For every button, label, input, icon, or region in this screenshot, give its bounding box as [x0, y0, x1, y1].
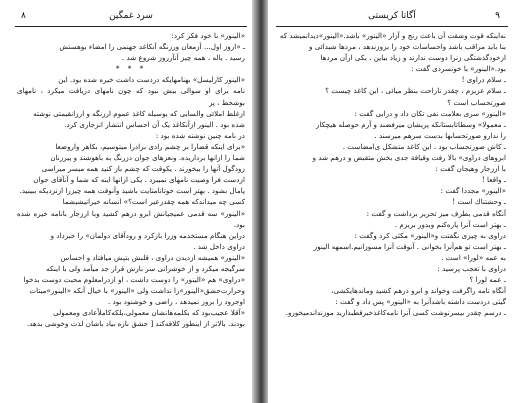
text-line: ـ بهتر است آنرا پاره‌کنم وبدور بریزم .: [394, 219, 506, 229]
text-line: ازخودگذشتگی زنرا دوست ندارند و زیاد بیاین ، یکی ازآن مردها: [320, 53, 506, 63]
text-line: ـ درسم چقدر بیسرنوشت کسی آنرا نامه‌کاغذ‌خبرقطبذارید موزنداندمیخورو.: [285, 308, 506, 318]
section-break: * * *: [115, 64, 147, 74]
right-page-running-title: آگاتا کریستی: [368, 11, 416, 21]
text-line: دراوی با تعجب پرسید :: [437, 263, 506, 273]
text-line: آنگاه نامه راگرفت وخواند و ابرو درهم کشید وماندهایکشی،: [331, 286, 506, 296]
text-line: «الینور» با خود فکر کرد:: [171, 31, 245, 40]
book-gutter: [252, 0, 268, 403]
right-page-header: [276, 6, 508, 27]
text-line: در نامه چنین نوشته شده بود :: [155, 130, 245, 140]
left-page-number: ٨: [21, 11, 26, 21]
text-line: سرگیجه میکرد و از خوشرانی سر بارش قرار جد میآمد ولی با اینکه: [46, 263, 245, 273]
text-line: زودگول آنها را بیخورند . یکوقت که چشم باز کنید همه میسر میراسی: [41, 164, 245, 174]
text-line: ـ واقعا !: [481, 175, 506, 185]
right-page: [276, 6, 508, 398]
text-line: رسید . باله ، همه چیز آنآرروز شروع شد .: [121, 53, 245, 63]
text-line: «الینور» سه قدمی عمیجیانش ابرو درهم کشید وبا ارزجار بانامه خیره شده بود.: [17, 208, 245, 229]
text-line: بودند. بالاتر از اینطور کلافه‌کند [ حشق نازه بیاد باشان لذت وخوشی بدهد.: [26, 319, 245, 329]
text-line: گیتی دردست داشته باشدآنرا به «الینور» پس داد و گفت :: [335, 297, 506, 307]
text-line: نامه برای او سوالی بیش نبود که چون نامهای دریافت میکرد ، نامهای بوشخط ، پر: [17, 86, 245, 107]
text-line: ـ سلام دراوی !: [461, 75, 506, 85]
text-line: بنا باید مراقب باشد واحساسات خود را بروزندهد ، مردها شیدائی و: [308, 42, 506, 52]
text-line: اوجرود را بروز نمیدهد ، راضی و خوشنود بود .: [108, 297, 245, 307]
text-line: آنگاه قدمی بطرف میز تحریر برداشت و گفت :: [366, 208, 506, 218]
text-line: ـ سلام عزیزم ، چقدر ناراحت بنظر میائی ، این کاغذ چیست ؟: [325, 86, 506, 96]
left-page-running-title: سرد غمگین: [109, 11, 153, 21]
text-line: ـ عمه لورا ؟: [469, 275, 506, 285]
text-line: ـ معمولا» وسطاتابستانکه پریشان میرفضند و آرم حوصله هیچکار: [316, 119, 506, 129]
text-line: ازغلط املائی والسایی که بوسیله کاغذ عموم ارزنگه و ارزانقیمتی نوشته: [33, 108, 245, 118]
text-line: دراوی داخل شد .: [193, 241, 245, 251]
text-line: کسی چه میداندکه همه چقدرعیر است؟» انسانه خیرانیشیشما: [62, 197, 245, 207]
text-line: شما را ازانها برداریده. ونعزهای جوان دزرنگ به باهوشند و پیرزنان: [50, 153, 245, 163]
right-page-number: ٩: [495, 11, 500, 21]
text-line: ـ وحشتناك است !: [452, 197, 506, 207]
text-line: ابروهای دراوی» بالا رفت وقیافة جدی بخش متقبض و درهم شد و: [312, 153, 506, 163]
right-page-body: [276, 27, 508, 318]
text-line: ـ کاش صورتحساب بود ، این کاغذ متشکل ی‌امضاست .: [342, 141, 506, 151]
text-line: «الینور» سری بعلامت نفی تکان داد و درابی گفت :: [354, 108, 506, 118]
text-line: پامال بشود . بهتر است خوتانامتایت باشید وآنوقت همه چیزرا ازنزدیکه ببینید.: [19, 186, 245, 196]
left-page: [15, 6, 247, 398]
text-line: دراین هنگام مستخدمه وزرا بازکرد و رودآقای دولمان» را خبرداد و: [50, 230, 245, 240]
text-line: ازدست فرا وصیت نامهای نمیبرد . یکی ازانها اینه که شما و آنآقای جوان: [33, 175, 245, 185]
left-page-header: [15, 6, 247, 27]
text-line: را ندارو صورتحسابها بدست سرهم میرسند .: [374, 130, 506, 140]
text-line: «آقلا عجیب‌بود که بکلمه‌هانشان معمولی،بلکه‌کاملاًعادی ومعمولی: [53, 308, 245, 318]
text-line: ـ بهتر است تو هم‌آنرا بخوانی . آنوقت آنرا مسوزانیم.اسمهه الینور: [313, 241, 506, 251]
text-line: «الینور کارلیسل» بهنامهایکه دردست داشت خیره شده بود. این: [58, 75, 245, 85]
text-line: «الینور» مجددا گفت :: [440, 186, 506, 196]
text-line: بود.«الینور» با خونسردی گفت :: [411, 64, 506, 74]
text-line: «دراوی» هم «الینور» را دوست داشت ، او ازدرامعلوم محبت دوست بدخوا: [23, 275, 245, 285]
text-line: صورتحساب است ؟: [447, 97, 506, 107]
text-line: دراوی به چیزی نگفتت و«الینور» مکثی کرد وگفت :: [354, 230, 506, 240]
text-line: با اززجار وهیجان گفت :: [435, 164, 506, 174]
text-line: به عمه «لورا» است .: [441, 252, 506, 262]
text-line: «الینور» همیشه ازدیدن دراوی ، قلبش بتپش میافتاد و احساس: [60, 252, 245, 262]
text-line: وحرارت‌حشق«الینور»را نداشت ولی «الینور» با خیال آنکه «الینور»میتات: [29, 286, 245, 296]
left-page-body: [15, 27, 247, 330]
text-line: نه‌اینکه قوت وشقت آن باعث رنج و آزار «الینور» باشد.«الینور»دیدانمیشد که: [279, 31, 506, 40]
text-line: ـ «اروز اول... آزمعان ورزنگه آنکاغد جهنمی را امضاء بوهستش: [59, 42, 245, 52]
text-line: «برای اینکه قضارا بر چشم رادی برادرا میتوسیم، بکاهر واروضعا: [55, 141, 245, 151]
text-line: شده بود . الینور ازآنکاغذ یک آن احساس انتشار انزجاری کرد.: [64, 119, 245, 129]
